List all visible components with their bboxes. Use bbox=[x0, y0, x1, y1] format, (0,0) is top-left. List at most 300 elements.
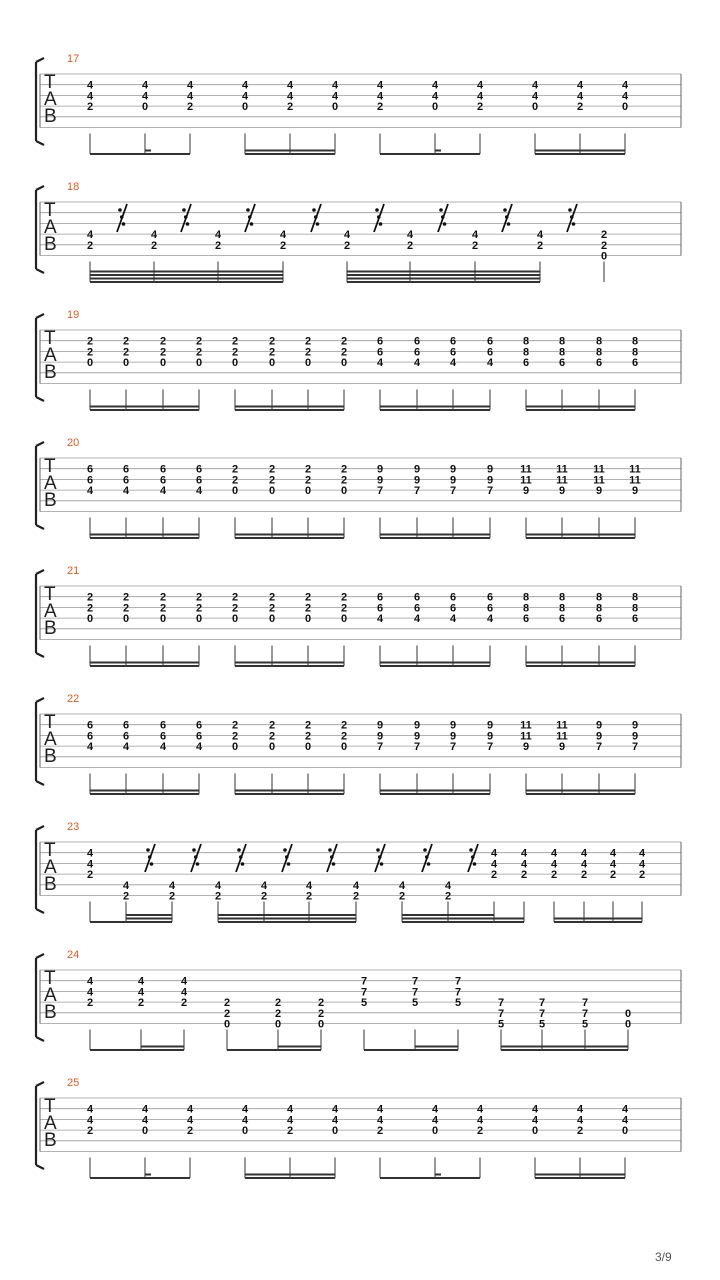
fret-number: 2 bbox=[122, 335, 130, 348]
fret-number: 0 bbox=[241, 1125, 249, 1138]
fret-number: 0 bbox=[317, 1018, 325, 1031]
tab-clef-letter: A bbox=[44, 857, 57, 878]
fret-number: 6 bbox=[449, 335, 457, 348]
fret-number: 0 bbox=[195, 357, 203, 370]
fret-number: 0 bbox=[431, 101, 439, 114]
fret-number: 4 bbox=[343, 229, 351, 242]
fret-number: 9 bbox=[413, 719, 421, 732]
fret-number: 9 bbox=[522, 485, 530, 498]
fret-number: 6 bbox=[486, 602, 494, 615]
fret-number: 4 bbox=[490, 847, 498, 860]
fret-number: 11 bbox=[593, 463, 605, 476]
fret-number: 2 bbox=[195, 335, 203, 348]
fret-number: 6 bbox=[195, 463, 203, 476]
fret-number: 6 bbox=[595, 357, 603, 370]
tab-system bbox=[36, 181, 681, 282]
fret-number: 2 bbox=[304, 463, 312, 476]
fret-number: 2 bbox=[231, 730, 239, 743]
fret-number: 8 bbox=[522, 346, 530, 359]
fret-number: 9 bbox=[486, 474, 494, 487]
fret-number: 4 bbox=[86, 485, 94, 498]
fret-number: 6 bbox=[449, 346, 457, 359]
fret-number: 2 bbox=[304, 335, 312, 348]
fret-number: 7 bbox=[376, 485, 384, 498]
fret-number: 0 bbox=[86, 613, 94, 626]
fret-number: 4 bbox=[86, 229, 94, 242]
tab-clef-letter: B bbox=[44, 1002, 57, 1023]
fret-number: 6 bbox=[522, 613, 530, 626]
fret-number: 0 bbox=[340, 613, 348, 626]
fret-number: 4 bbox=[431, 1114, 439, 1127]
fret-number: 2 bbox=[340, 335, 348, 348]
fret-number: 2 bbox=[471, 239, 479, 252]
fret-number: 2 bbox=[268, 719, 276, 732]
fret-number: 4 bbox=[241, 1103, 249, 1116]
fret-number: 2 bbox=[86, 591, 94, 604]
fret-number: 6 bbox=[159, 463, 167, 476]
fret-number: 5 bbox=[411, 997, 419, 1010]
fret-number: 4 bbox=[86, 858, 94, 871]
fret-number: 9 bbox=[631, 485, 639, 498]
fret-number: 4 bbox=[471, 229, 479, 242]
fret-number: 9 bbox=[595, 719, 603, 732]
fret-number: 6 bbox=[86, 463, 94, 476]
fret-number: 4 bbox=[195, 485, 203, 498]
fret-number: 5 bbox=[538, 1018, 546, 1031]
fret-number: 9 bbox=[595, 485, 603, 498]
fret-number: 6 bbox=[86, 730, 94, 743]
fret-number: 7 bbox=[486, 741, 494, 754]
fret-number: 2 bbox=[137, 997, 145, 1010]
fret-number: 0 bbox=[304, 485, 312, 498]
fret-number: 8 bbox=[631, 591, 639, 604]
fret-number: 4 bbox=[476, 1114, 484, 1127]
fret-number: 7 bbox=[497, 997, 505, 1010]
fret-number: 2 bbox=[86, 335, 94, 348]
fret-number: 9 bbox=[413, 730, 421, 743]
tab-clef-letter: B bbox=[44, 490, 57, 511]
fret-number: 2 bbox=[279, 239, 287, 252]
fret-number: 6 bbox=[558, 613, 566, 626]
fret-number: 0 bbox=[141, 101, 149, 114]
measure-number: 25 bbox=[67, 1077, 80, 1089]
fret-number: 2 bbox=[340, 474, 348, 487]
fret-number: 6 bbox=[486, 346, 494, 359]
measure-number: 17 bbox=[67, 53, 80, 65]
fret-number: 4 bbox=[536, 229, 544, 242]
fret-number: 2 bbox=[340, 719, 348, 732]
fret-number: 4 bbox=[486, 613, 494, 626]
fret-number: 4 bbox=[286, 1114, 294, 1127]
fret-number: 2 bbox=[304, 346, 312, 359]
fret-number: 4 bbox=[141, 1114, 149, 1127]
fret-number: 4 bbox=[531, 90, 539, 103]
fret-number: 2 bbox=[186, 1125, 194, 1138]
fret-number: 2 bbox=[186, 101, 194, 114]
fret-number: 4 bbox=[331, 1114, 339, 1127]
fret-number: 6 bbox=[195, 730, 203, 743]
fret-number: 0 bbox=[159, 613, 167, 626]
fret-number: 2 bbox=[286, 101, 294, 114]
fret-number: 4 bbox=[413, 613, 421, 626]
fret-number: 2 bbox=[398, 890, 406, 903]
fret-number: 2 bbox=[231, 335, 239, 348]
fret-number: 4 bbox=[531, 1114, 539, 1127]
fret-number: 7 bbox=[631, 741, 639, 754]
fret-number: 4 bbox=[141, 90, 149, 103]
fret-number: 8 bbox=[595, 591, 603, 604]
fret-number: 9 bbox=[486, 719, 494, 732]
fret-number: 2 bbox=[180, 997, 188, 1010]
fret-number: 9 bbox=[486, 463, 494, 476]
fret-number: 4 bbox=[331, 79, 339, 92]
fret-number: 5 bbox=[454, 997, 462, 1010]
fret-number: 2 bbox=[600, 229, 608, 242]
fret-number: 8 bbox=[631, 346, 639, 359]
fret-number: 9 bbox=[558, 741, 566, 754]
fret-number: 6 bbox=[86, 474, 94, 487]
fret-number: 6 bbox=[558, 357, 566, 370]
fret-number: 9 bbox=[486, 730, 494, 743]
fret-number: 2 bbox=[223, 997, 231, 1010]
fret-number: 4 bbox=[431, 1103, 439, 1116]
fret-number: 2 bbox=[340, 602, 348, 615]
fret-number: 0 bbox=[304, 613, 312, 626]
tab-clef-letter: A bbox=[44, 89, 57, 110]
measure-number: 21 bbox=[67, 565, 80, 577]
fret-number: 2 bbox=[580, 869, 588, 882]
fret-number: 4 bbox=[241, 79, 249, 92]
fret-number: 6 bbox=[195, 474, 203, 487]
fret-number: 4 bbox=[86, 741, 94, 754]
fret-number: 2 bbox=[268, 474, 276, 487]
fret-number: 4 bbox=[195, 741, 203, 754]
fret-number: 2 bbox=[268, 346, 276, 359]
fret-number: 6 bbox=[376, 346, 384, 359]
fret-number: 9 bbox=[413, 463, 421, 476]
fret-number: 4 bbox=[520, 847, 528, 860]
fret-number: 7 bbox=[449, 485, 457, 498]
measure-number: 18 bbox=[67, 181, 80, 193]
tab-clef-letter: B bbox=[44, 362, 57, 383]
fret-number: 7 bbox=[360, 986, 368, 999]
fret-number: 0 bbox=[621, 101, 629, 114]
fret-number: 6 bbox=[486, 591, 494, 604]
tab-system bbox=[36, 53, 681, 154]
fret-number: 4 bbox=[186, 79, 194, 92]
fret-number: 2 bbox=[317, 1007, 325, 1020]
fret-number: 0 bbox=[331, 101, 339, 114]
tab-clef-letter: T bbox=[44, 456, 56, 477]
fret-number: 6 bbox=[376, 591, 384, 604]
fret-number: 2 bbox=[520, 869, 528, 882]
fret-number: 4 bbox=[550, 847, 558, 860]
fret-number: 8 bbox=[631, 335, 639, 348]
fret-number: 0 bbox=[531, 1125, 539, 1138]
tab-clef-letter: B bbox=[44, 234, 57, 255]
fret-number: 0 bbox=[340, 485, 348, 498]
fret-number: 4 bbox=[150, 229, 158, 242]
tab-system bbox=[36, 565, 681, 666]
fret-number: 0 bbox=[231, 613, 239, 626]
measure-number: 20 bbox=[67, 437, 80, 449]
fret-number: 2 bbox=[159, 591, 167, 604]
tab-clef-letter: B bbox=[44, 746, 57, 767]
fret-number: 4 bbox=[444, 879, 452, 892]
fret-number: 6 bbox=[159, 719, 167, 732]
fret-number: 9 bbox=[558, 485, 566, 498]
fret-number: 8 bbox=[595, 335, 603, 348]
fret-number: 6 bbox=[413, 346, 421, 359]
fret-number: 11 bbox=[556, 730, 568, 743]
fret-number: 2 bbox=[576, 101, 584, 114]
fret-number: 0 bbox=[86, 357, 94, 370]
fret-number: 7 bbox=[538, 997, 546, 1010]
fret-number: 4 bbox=[449, 357, 457, 370]
fret-number: 7 bbox=[595, 741, 603, 754]
fret-number: 6 bbox=[122, 719, 130, 732]
fret-number: 2 bbox=[576, 1125, 584, 1138]
fret-number: 2 bbox=[376, 1125, 384, 1138]
fret-number: 4 bbox=[576, 1103, 584, 1116]
fret-number: 2 bbox=[214, 890, 222, 903]
fret-number: 2 bbox=[150, 239, 158, 252]
fret-number: 2 bbox=[476, 1125, 484, 1138]
fret-number: 4 bbox=[352, 879, 360, 892]
fret-number: 8 bbox=[558, 602, 566, 615]
fret-number: 4 bbox=[180, 975, 188, 988]
fret-number: 0 bbox=[431, 1125, 439, 1138]
fret-number: 2 bbox=[536, 239, 544, 252]
fret-number: 8 bbox=[522, 602, 530, 615]
fret-number: 6 bbox=[631, 613, 639, 626]
fret-number: 0 bbox=[340, 741, 348, 754]
measure-number: 23 bbox=[67, 821, 80, 833]
fret-number: 4 bbox=[490, 858, 498, 871]
fret-number: 2 bbox=[159, 346, 167, 359]
fret-number: 8 bbox=[631, 602, 639, 615]
fret-number: 11 bbox=[593, 474, 605, 487]
fret-number: 7 bbox=[581, 1007, 589, 1020]
fret-number: 2 bbox=[268, 335, 276, 348]
fret-number: 0 bbox=[195, 613, 203, 626]
fret-number: 4 bbox=[580, 858, 588, 871]
fret-number: 9 bbox=[376, 474, 384, 487]
fret-number: 2 bbox=[223, 1007, 231, 1020]
fret-number: 2 bbox=[343, 239, 351, 252]
fret-number: 8 bbox=[595, 602, 603, 615]
fret-number: 6 bbox=[86, 719, 94, 732]
fret-number: 2 bbox=[340, 463, 348, 476]
fret-number: 4 bbox=[186, 90, 194, 103]
fret-number: 2 bbox=[122, 591, 130, 604]
fret-number: 4 bbox=[376, 613, 384, 626]
tab-clef-letter: T bbox=[44, 712, 56, 733]
fret-number: 4 bbox=[241, 90, 249, 103]
fret-number: 4 bbox=[621, 90, 629, 103]
fret-number: 2 bbox=[86, 346, 94, 359]
fret-number: 9 bbox=[631, 730, 639, 743]
tab-clef-letter: A bbox=[44, 729, 57, 750]
fret-number: 0 bbox=[159, 357, 167, 370]
fret-number: 5 bbox=[360, 997, 368, 1010]
fret-number: 4 bbox=[86, 79, 94, 92]
fret-number: 2 bbox=[195, 602, 203, 615]
fret-number: 2 bbox=[86, 997, 94, 1010]
fret-number: 4 bbox=[638, 847, 646, 860]
fret-number: 11 bbox=[520, 730, 532, 743]
fret-number: 9 bbox=[449, 474, 457, 487]
fret-number: 2 bbox=[638, 869, 646, 882]
fret-number: 2 bbox=[168, 890, 176, 903]
fret-number: 2 bbox=[231, 591, 239, 604]
fret-number: 6 bbox=[631, 357, 639, 370]
fret-number: 2 bbox=[490, 869, 498, 882]
fret-number: 6 bbox=[159, 474, 167, 487]
measure-number: 22 bbox=[67, 693, 80, 705]
fret-number: 11 bbox=[520, 474, 532, 487]
fret-number: 6 bbox=[159, 730, 167, 743]
fret-number: 2 bbox=[159, 335, 167, 348]
fret-number: 2 bbox=[231, 719, 239, 732]
fret-number: 6 bbox=[413, 591, 421, 604]
fret-number: 2 bbox=[268, 591, 276, 604]
fret-number: 7 bbox=[454, 975, 462, 988]
tab-clef-letter: B bbox=[44, 1130, 57, 1151]
fret-number: 7 bbox=[411, 986, 419, 999]
fret-number: 11 bbox=[556, 474, 568, 487]
measure-number: 19 bbox=[67, 309, 80, 321]
tab-system bbox=[36, 1077, 681, 1178]
fret-number: 4 bbox=[576, 90, 584, 103]
fret-number: 8 bbox=[522, 591, 530, 604]
fret-number: 11 bbox=[556, 463, 568, 476]
fret-number: 4 bbox=[86, 90, 94, 103]
fret-number: 4 bbox=[141, 1103, 149, 1116]
fret-number: 2 bbox=[406, 239, 414, 252]
fret-number: 6 bbox=[595, 613, 603, 626]
fret-number: 4 bbox=[286, 90, 294, 103]
fret-number: 4 bbox=[580, 847, 588, 860]
fret-number: 4 bbox=[305, 879, 313, 892]
fret-number: 9 bbox=[449, 463, 457, 476]
fret-number: 2 bbox=[159, 602, 167, 615]
fret-number: 2 bbox=[268, 602, 276, 615]
tab-clef-letter: T bbox=[44, 1096, 56, 1117]
fret-number: 0 bbox=[268, 741, 276, 754]
tab-clef-letter: A bbox=[44, 345, 57, 366]
fret-number: 2 bbox=[304, 602, 312, 615]
fret-number: 4 bbox=[609, 847, 617, 860]
fret-number: 4 bbox=[520, 858, 528, 871]
fret-number: 11 bbox=[556, 719, 568, 732]
fret-number: 4 bbox=[141, 79, 149, 92]
fret-number: 2 bbox=[476, 101, 484, 114]
fret-number: 4 bbox=[122, 485, 130, 498]
fret-number: 8 bbox=[522, 335, 530, 348]
tab-clef-letter: A bbox=[44, 985, 57, 1006]
fret-number: 2 bbox=[274, 1007, 282, 1020]
fret-number: 7 bbox=[411, 975, 419, 988]
fret-number: 6 bbox=[376, 602, 384, 615]
fret-number: 9 bbox=[631, 719, 639, 732]
fret-number: 2 bbox=[340, 730, 348, 743]
fret-number: 4 bbox=[621, 79, 629, 92]
fret-number: 2 bbox=[609, 869, 617, 882]
fret-number: 11 bbox=[629, 463, 641, 476]
fret-number: 0 bbox=[223, 1018, 231, 1031]
fret-number: 4 bbox=[413, 357, 421, 370]
fret-number: 4 bbox=[186, 1114, 194, 1127]
fret-number: 2 bbox=[444, 890, 452, 903]
fret-number: 4 bbox=[214, 879, 222, 892]
fret-number: 4 bbox=[431, 79, 439, 92]
measure-number: 24 bbox=[67, 949, 80, 961]
fret-number: 2 bbox=[86, 602, 94, 615]
fret-number: 4 bbox=[279, 229, 287, 242]
tab-system bbox=[36, 309, 681, 410]
fret-number: 4 bbox=[449, 613, 457, 626]
fret-number: 2 bbox=[122, 602, 130, 615]
fret-number: 0 bbox=[268, 357, 276, 370]
fret-number: 9 bbox=[413, 474, 421, 487]
tab-clef-letter: T bbox=[44, 328, 56, 349]
fret-number: 2 bbox=[122, 890, 130, 903]
fret-number: 4 bbox=[86, 847, 94, 860]
fret-number: 0 bbox=[231, 485, 239, 498]
fret-number: 4 bbox=[122, 741, 130, 754]
fret-number: 4 bbox=[122, 879, 130, 892]
fret-number: 4 bbox=[186, 1103, 194, 1116]
fret-number: 2 bbox=[231, 463, 239, 476]
fret-number: 9 bbox=[376, 719, 384, 732]
fret-number: 4 bbox=[550, 858, 558, 871]
fret-number: 4 bbox=[286, 1103, 294, 1116]
fret-number: 2 bbox=[231, 346, 239, 359]
fret-number: 2 bbox=[122, 346, 130, 359]
tab-clef-letter: T bbox=[44, 840, 56, 861]
page-number: 3/9 bbox=[655, 1250, 672, 1264]
fret-number: 0 bbox=[624, 1007, 632, 1020]
fret-number: 4 bbox=[398, 879, 406, 892]
fret-number: 2 bbox=[268, 730, 276, 743]
fret-number: 8 bbox=[558, 335, 566, 348]
fret-number: 0 bbox=[600, 250, 608, 263]
fret-number: 0 bbox=[331, 1125, 339, 1138]
fret-number: 11 bbox=[629, 474, 641, 487]
fret-number: 6 bbox=[413, 602, 421, 615]
fret-number: 0 bbox=[531, 101, 539, 114]
tab-system bbox=[36, 437, 681, 538]
tab-clef-letter: B bbox=[44, 874, 57, 895]
fret-number: 2 bbox=[195, 591, 203, 604]
fret-number: 2 bbox=[304, 474, 312, 487]
fret-number: 4 bbox=[376, 90, 384, 103]
fret-number: 4 bbox=[286, 79, 294, 92]
fret-number: 6 bbox=[522, 357, 530, 370]
fret-number: 9 bbox=[449, 719, 457, 732]
fret-number: 7 bbox=[497, 1007, 505, 1020]
fret-number: 9 bbox=[595, 730, 603, 743]
fret-number: 6 bbox=[486, 335, 494, 348]
fret-number: 0 bbox=[141, 1125, 149, 1138]
fret-number: 2 bbox=[231, 474, 239, 487]
tab-clef-letter: A bbox=[44, 1113, 57, 1134]
fret-number: 0 bbox=[231, 357, 239, 370]
fret-number: 7 bbox=[449, 741, 457, 754]
fret-number: 7 bbox=[454, 986, 462, 999]
fret-number: 7 bbox=[413, 485, 421, 498]
